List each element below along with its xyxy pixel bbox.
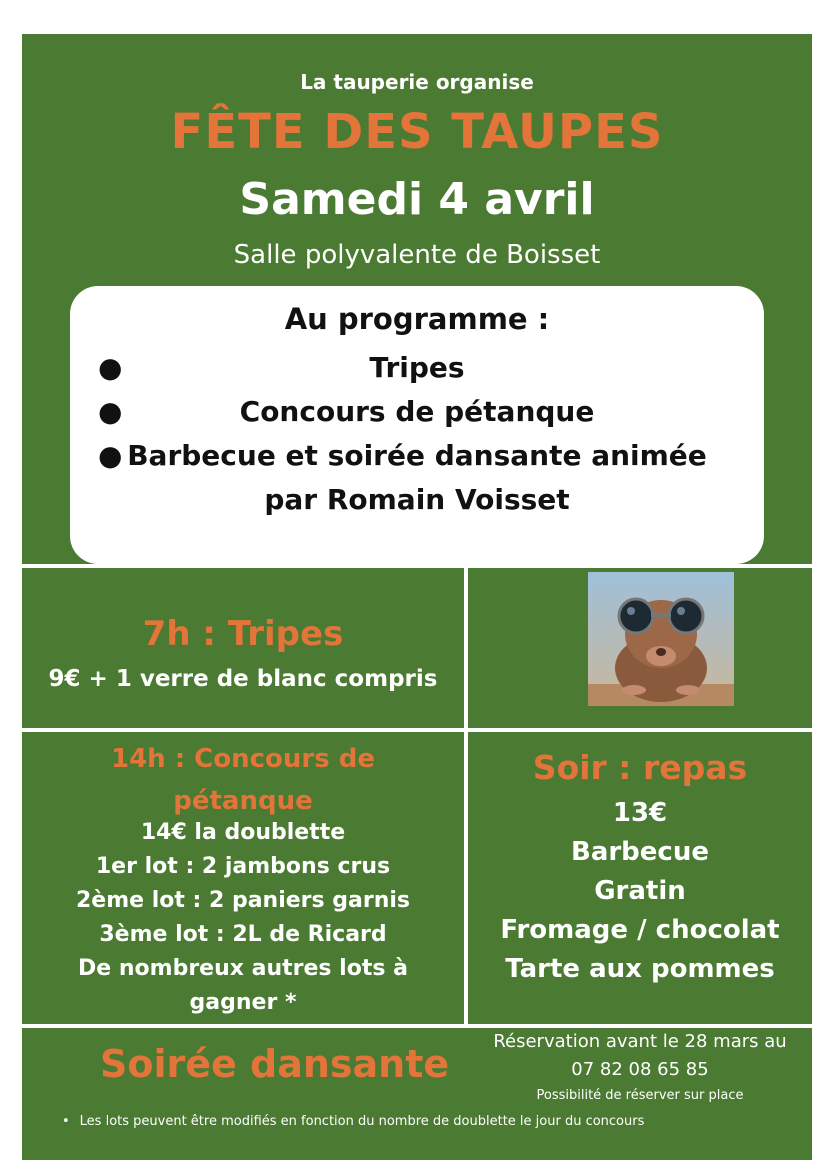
reservation-info: Réservation avant le 28 mars au 07 82 08 65 85 Possibilité de réserver sur place <box>470 1028 810 1108</box>
mole-with-sunglasses-image <box>588 572 734 706</box>
repas-title: Soir : repas <box>532 748 748 787</box>
organizer-line: La tauperie organise <box>300 70 534 94</box>
phone-number: 07 82 08 65 85 <box>571 1059 709 1080</box>
list-item: ● Barbecue et soirée dansante animée <box>70 434 764 478</box>
petanque-details: 14€ la doublette 1er lot : 2 jambons crus 2ème lot : 2 paniers garnis 3ème lot : 2L de Ricard De nombreux autres lots à gagner * <box>75 820 411 1015</box>
divider <box>22 728 812 732</box>
list-item: ● Concours de pétanque <box>70 390 764 434</box>
tripes-detail: 9€ + 1 verre de blanc compris <box>48 666 438 692</box>
poster <box>22 34 812 1160</box>
list-item: ● Tripes <box>70 346 764 390</box>
repas-menu: 13€ Barbecue Gratin Fromage / chocolat Tarte aux pommes <box>500 798 780 984</box>
programme-list <box>70 346 764 522</box>
bullet-icon: • <box>62 1114 70 1129</box>
tripes-title: 7h : Tripes <box>142 614 344 654</box>
programme-heading: Au programme : <box>284 302 550 336</box>
petanque-title: 14h : Concours de pétanque <box>110 744 376 816</box>
divider <box>22 564 812 568</box>
bullet-icon: ● <box>98 351 123 384</box>
bullet-icon: ● <box>98 439 123 472</box>
list-item-continuation: par Romain Voisset <box>264 483 570 516</box>
event-venue: Salle polyvalente de Boisset <box>233 240 601 270</box>
programme-box <box>70 286 764 564</box>
bullet-icon: ● <box>98 395 123 428</box>
footnote: • Les lots peuvent être modifiés en fonction du nombre de doublette le jour du concours <box>62 1114 645 1129</box>
event-title: FÊTE DES TAUPES <box>170 104 664 160</box>
soiree-dansante-title: Soirée dansante <box>100 1042 450 1086</box>
event-date: Samedi 4 avril <box>239 174 595 225</box>
